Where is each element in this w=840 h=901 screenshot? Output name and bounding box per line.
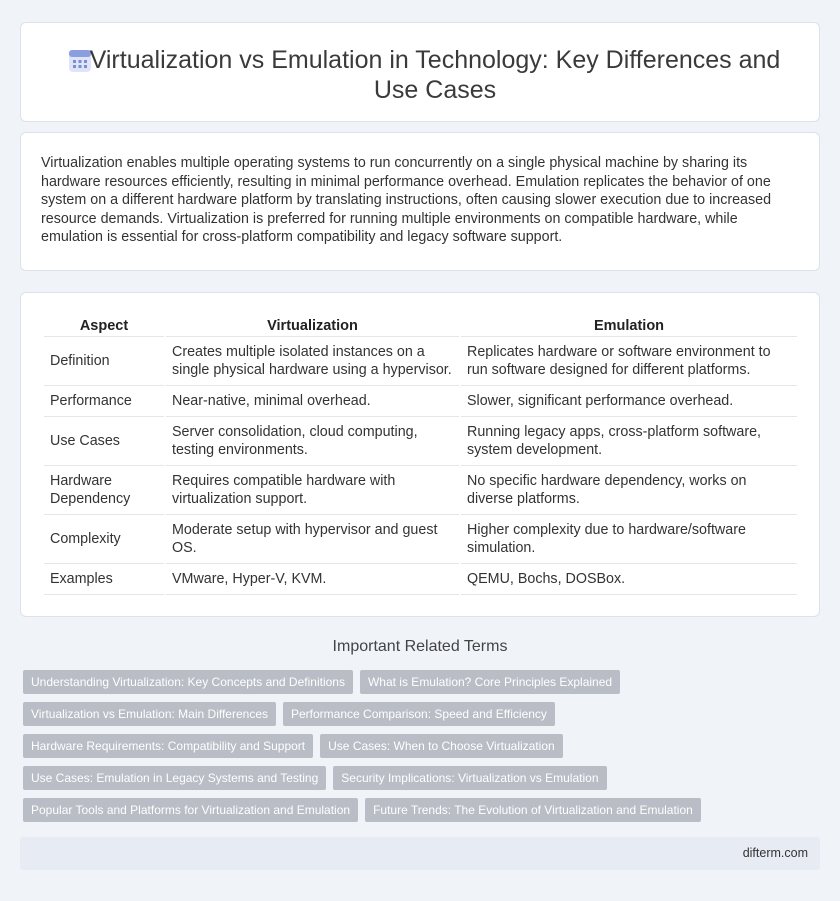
cell-virtualization: Moderate setup with hypervisor and guest OS. <box>166 515 459 564</box>
related-term-link[interactable]: Hardware Requirements: Compatibility and Support <box>23 734 313 758</box>
cell-virtualization: Requires compatible hardware with virtualization support. <box>166 466 459 515</box>
table-row <box>44 386 797 417</box>
related-term-link[interactable]: Performance Comparison: Speed and Efficiency <box>283 702 555 726</box>
comparison-card <box>20 292 820 617</box>
cell-emulation: Higher complexity due to hardware/software simulation. <box>461 515 797 564</box>
cell-emulation: Running legacy apps, cross-platform software, system development. <box>461 417 797 466</box>
footer <box>20 837 820 870</box>
related-term-link[interactable]: Popular Tools and Platforms for Virtualization and Emulation <box>23 798 358 822</box>
footer-site-link[interactable]: difterm.com <box>742 846 808 860</box>
comparison-table <box>42 313 799 595</box>
title-card <box>20 22 820 122</box>
related-terms-list <box>23 670 818 830</box>
cell-aspect: Examples <box>44 564 164 595</box>
cell-virtualization: Near-native, minimal overhead. <box>166 386 459 417</box>
cell-emulation: Replicates hardware or software environment to run software designed for different platforms. <box>461 337 797 386</box>
cell-aspect: Use Cases <box>44 417 164 466</box>
intro-card <box>20 132 820 271</box>
table-row <box>44 515 797 564</box>
related-term-link[interactable]: Security Implications: Virtualization vs Emulation <box>333 766 606 790</box>
related-term-link[interactable]: Virtualization vs Emulation: Main Differences <box>23 702 276 726</box>
table-row <box>44 466 797 515</box>
cell-emulation: Slower, significant performance overhead. <box>461 386 797 417</box>
related-terms-heading: Important Related Terms <box>332 638 508 655</box>
cell-virtualization: VMware, Hyper-V, KVM. <box>166 564 459 595</box>
cell-virtualization: Creates multiple isolated instances on a single physical hardware using a hypervisor. <box>166 337 459 386</box>
related-term-link[interactable]: Use Cases: Emulation in Legacy Systems and Testing <box>23 766 326 790</box>
cell-aspect: Complexity <box>44 515 164 564</box>
cell-aspect: Definition <box>44 337 164 386</box>
page-title: Virtualization vs Emulation in Technology: Key Differences and Use Cases <box>89 46 781 104</box>
table-row <box>44 564 797 595</box>
cell-aspect: Performance <box>44 386 164 417</box>
related-term-link[interactable]: Future Trends: The Evolution of Virtualization and Emulation <box>365 798 701 822</box>
cell-emulation: No specific hardware dependency, works on diverse platforms. <box>461 466 797 515</box>
header-virtualization: Virtualization <box>166 313 459 337</box>
cell-emulation: QEMU, Bochs, DOSBox. <box>461 564 797 595</box>
table-row <box>44 417 797 466</box>
related-term-link[interactable]: What is Emulation? Core Principles Explained <box>360 670 620 694</box>
cell-virtualization: Server consolidation, cloud computing, testing environments. <box>166 417 459 466</box>
related-term-link[interactable]: Understanding Virtualization: Key Concepts and Definitions <box>23 670 353 694</box>
intro-paragraph: Virtualization enables multiple operating systems to run concurrently on a single physical machine by sharing its hardware resources efficiently, resulting in minimal performance overhead. Emulation replicates the behavior of one system on a different hardware platform by translating instructions, often causing slower execution due to increased resource demands. Virtualization is preferred for running multiple environments on compatible hardware, while emulation is essential for cross-platform compatibility and legacy software support. <box>41 155 772 246</box>
related-term-link[interactable]: Use Cases: When to Choose Virtualization <box>320 734 563 758</box>
table-row <box>44 337 797 386</box>
header-emulation: Emulation <box>461 313 797 337</box>
cell-aspect: Hardware Dependency <box>44 466 164 515</box>
header-aspect: Aspect <box>44 313 164 337</box>
